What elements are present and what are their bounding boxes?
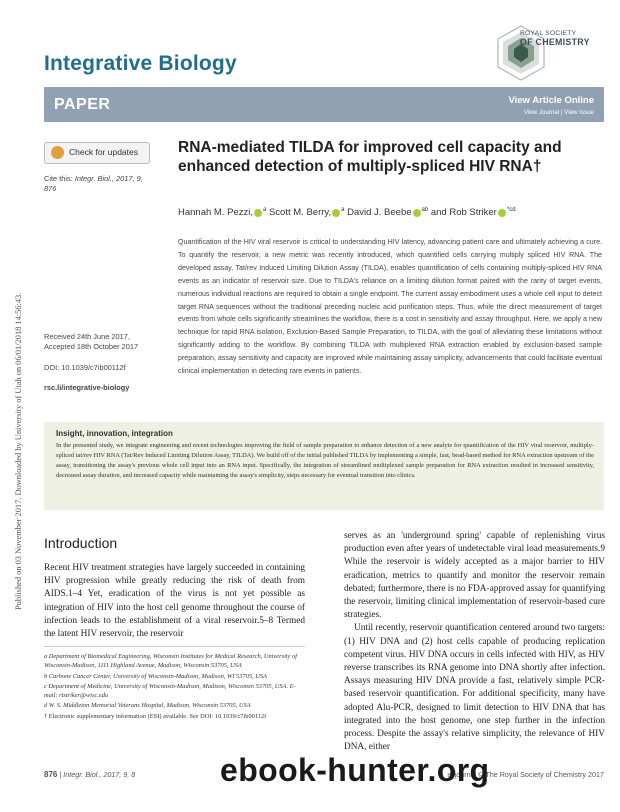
view-online-link[interactable]: View Article Online (508, 95, 594, 106)
author-affiliation: a (262, 207, 267, 213)
author-name: Hannah M. Pezzi, (178, 207, 253, 219)
side-note-text: Published on 03 November 2017. Downloaded by University of Utah on 06/01/2018 14:56:43. (14, 292, 23, 610)
footnote-a: a Department of Biomedical Engineering, Wisconsin Institutes for Medical Research, University of Wisconsin-Madison, 1111 Highland Avenue, Madison, Wisconsin 53705, USA (44, 653, 298, 670)
section-heading-introduction: Introduction (44, 535, 118, 551)
insight-heading: Insight, innovation, integration (56, 429, 173, 438)
publisher-line1: ROYAL SOCIETY (520, 30, 577, 37)
body-column-left (44, 562, 305, 641)
footer-copyright: is journal © The Royal Society of Chemistry 2017 (447, 770, 604, 779)
publisher-line2: OF CHEMISTRY (520, 37, 590, 47)
citation (44, 174, 154, 194)
page-number: 876 (44, 770, 58, 779)
footnotes (44, 652, 305, 722)
footnote-divider (44, 646, 305, 647)
orcid-icon[interactable] (254, 209, 262, 217)
article-type: PAPER (54, 96, 111, 113)
footnote-c: c Department of Medicine, University of Wisconsin-Madison, Madison, Wisconsin 53705, USA. E-mail: rtstriker@wisc.edu (44, 682, 296, 700)
author-affiliation: ab (421, 207, 429, 213)
publisher-name (520, 30, 600, 46)
author-name: David J. Beebe (347, 207, 412, 219)
article-dates (44, 332, 169, 352)
footnote-d: d W. S. Middleton Memorial Veterans Hospital, Madison, Wisconsin 53705, USA (44, 702, 251, 710)
body-column-right (344, 530, 605, 754)
author-name: and Rob Striker (430, 207, 497, 219)
check-updates-button[interactable] (44, 142, 150, 164)
abstract: Quantification of the HIV viral reservoir is critical to understanding HIV latency, advancing patient care and ultimately achieving a cure. To quantify the reservoir, a new metric was recently introduced, which quantified cells carrying multiply spliced HIV RNA. The developed assay, Tat/rev Induced Limiting Dilution Assay (TILDA), enables quantification of cells containing multiply-spliced HIV RNA events as an indicator of reservoir size. Due to TILDA's reliance on a limiting dilution format paired with the rarity of target events, numerous individual reactions are required to obtain a single endpoint. The current assay embodiment uses a whole cell input to detect target RNA sequences without the traditional preceding nucleic acid purification steps. Thus, while the direct measurement of target events from whole cells significantly streamlines the workflow, there is a cost in sensitivity and assay throughput. Here, we apply a new technique for rapid RNA isolation, Exclusion-Based Sample Preparation, to TILDA, with the goal of alleviating these limitations without significantly adding to the workflow. By combining TILDA with multiplexed RNA extraction enabled by exclusion-based sample preparation, assay sensitivity and capacity are improved while maintaining assay simplicity, advancements that could facilitate eventual clinical implementation in detecting rare events in patients. (178, 238, 602, 376)
article-title: RNA-mediated TILDA for improved cell capacity and enhanced detection of multiply-spliced HIV RNA† (178, 139, 562, 175)
author-list (178, 207, 598, 218)
author-1[interactable] (178, 207, 266, 218)
paragraph: Recent HIV treatment strategies have largely succeeded in containing HIV progression while greatly reducing the risk of death from AIDS.1–4 Yet, eradication of the virus is not yet possible as integration of HIV into the host cell genome throughout the course of infection leads to the establishment of a viral reservoir.5–8 Termed the latent HIV reservoir, the reservoir (44, 563, 305, 640)
author-2[interactable] (269, 207, 344, 218)
author-name: Scott M. Berry, (268, 207, 332, 219)
journal-issue-links[interactable]: View Journal | View Issue (523, 109, 594, 116)
received-date: Received 24th June 2017, (44, 332, 130, 341)
author-4[interactable] (431, 207, 516, 218)
insight-body: In the presented study, we integrate engineering and recent technologies improving the field of sample preparation to enhance detection of a new analyte for quantification of the HIV viral reservoir, multiply-spliced tat/rev HIV RNA (Tat/Rev Induced Limiting Dilution Assay, TILDA). We build off of the initial published TILDA by implementing a simple, fast, bead-based method for RNA extraction upstream of the assay, transitioning the assay's previous whole cell input into an RNA input. Specifically, the integration of streamlined multiplexed sample preparation for RNA extraction resulted in increased sensitivity, decreased assay duration, and increased capacity while maintaining the assay's simplicity, steps necessary for eventual transition into clinics. (56, 442, 594, 479)
cite-ref: Integr. Biol., 2017, 9, 876 (44, 174, 143, 193)
publication-side-note (2, 180, 23, 630)
paragraph: Until recently, reservoir quantification centered around two targets: (1) HIV DNA and (2) host cells capable of producing replication competent virus. HIV DNA occurs in cells infected with HIV, as HIV reverse transcribes its RNA genome into DNA shortly after infection. Assays measuring HIV DNA provide a fast, relatively simple PCR-based reservoir quantification. For additional specificity, many have adopted Alu-PCR, designed to limit detection to HIV DNA that has integrated into the host genome, one step further in the infection process. Despite the assay's relative simplicity, the relevance of HIV DNA, either (344, 623, 605, 753)
doi[interactable]: DOI: 10.1039/c7ib00112f (44, 363, 126, 372)
footnote-b: b Carbone Cancer Center, University of Wisconsin-Madison, Madison, WI 53705, USA (44, 672, 267, 680)
page-footer: 876 | Integr. Biol., 2017, 9, 8 is journal © The Royal Society of Chemistry 2017 (44, 770, 604, 779)
article-type-banner (44, 87, 604, 122)
footer-citation: Integr. Biol., 2017, 9, 8 (63, 770, 136, 779)
insight-box (44, 422, 604, 510)
orcid-icon[interactable] (413, 209, 421, 217)
esi-note: † Electronic supplementary information (ESI) available. See DOI: 10.1039/c7ib00112f (44, 712, 267, 720)
author-affiliation: a (341, 207, 345, 213)
journal-name[interactable]: Integrative Biology (44, 52, 237, 75)
watermark: ebook-hunter.org (220, 752, 490, 788)
orcid-icon[interactable] (498, 209, 506, 217)
accepted-date: Accepted 18th October 2017 (44, 342, 139, 351)
cite-label: Cite this: (44, 174, 73, 183)
author-3[interactable] (347, 207, 428, 218)
journal-url[interactable]: rsc.li/integrative-biology (44, 383, 130, 392)
crossmark-icon (51, 146, 64, 159)
check-updates-label: Check for updates (69, 147, 138, 157)
orcid-icon[interactable] (332, 209, 340, 217)
author-affiliation: *cd (506, 207, 516, 213)
paragraph: serves as an 'underground spring' capable of replenishing virus production even after years of undetectable viral load measurements.9 While the reservoir is widely accepted as a major barrier to HIV eradication, metrics to quantify and monitor the reservoir remain debated; furthermore, there is no FDA-approved assay for quantifying the reservoir, limiting clinical implementation of reservoir-based cure strategies. (344, 531, 606, 621)
